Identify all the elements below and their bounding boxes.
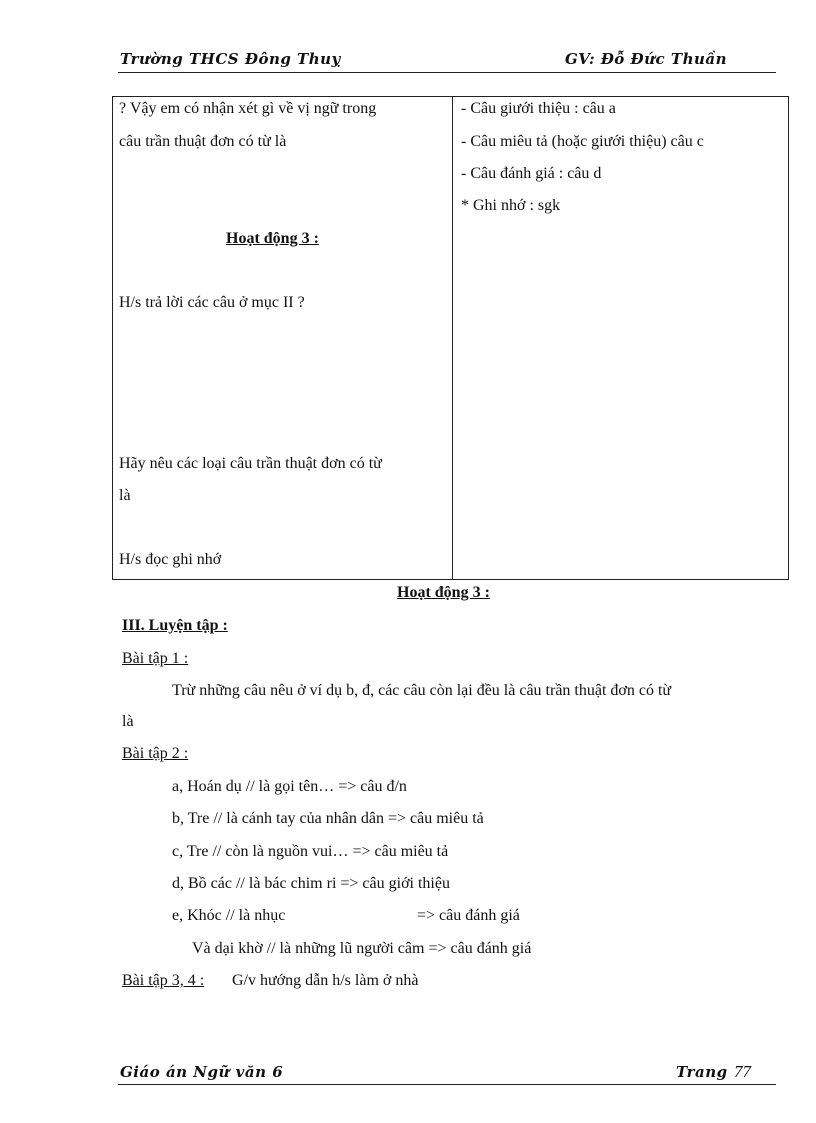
right-line-4: * Ghi nhớ : sgk [461, 197, 561, 214]
exercise-1-line-1: Trừ những câu nêu ở ví dụ b, đ, các câu còn lại đều là câu trần thuật đơn có từ [172, 682, 672, 699]
right-line-2: - Câu miêu tả (hoặc giưới thiệu) câu c [461, 133, 704, 150]
exercise-1-title: Bài tập 1 : [122, 650, 189, 667]
footer-rule [118, 1084, 776, 1085]
answer-prompt: H/s trả lời các câu ở mục II ? [119, 294, 305, 311]
lesson-table [112, 96, 789, 580]
exercise-2-f: Và dại khờ // là những lũ người câm => câu đánh giá [192, 940, 532, 957]
activity-heading: Hoạt động 3 : [397, 584, 490, 601]
footer-subject: Giáo án Ngữ văn 6 [120, 1063, 284, 1081]
exercise-2-c: c, Tre // còn là nguồn vui… => câu miêu tả [172, 843, 449, 860]
right-line-3: - Câu đánh giá : câu d [461, 165, 602, 182]
header-rule [118, 72, 776, 73]
header-teacher: GV: Đỗ Đức Thuần [565, 50, 728, 68]
exercise-2-d: d, Bồ các // là bác chim ri => câu giới thiệu [172, 875, 450, 892]
header-school: Trường THCS Đông Thuỵ [120, 50, 341, 68]
exercise-34-text: G/v hướng dẫn h/s làm ở nhà [232, 972, 419, 989]
right-line-1: - Câu giưới thiệu : câu a [461, 100, 616, 117]
types-question-line-1: Hãy nêu các loại câu trần thuật đơn có từ [119, 455, 382, 472]
section-title: III. Luyện tập : [122, 617, 228, 634]
read-note: H/s đọc ghi nhớ [119, 551, 222, 568]
exercise-2-e-right: => câu đánh giá [417, 907, 520, 924]
exercise-34-title: Bài tập 3, 4 : [122, 972, 205, 989]
exercise-2-b: b, Tre // là cánh tay của nhân dân => câu miêu tả [172, 810, 484, 827]
question-line-2: câu trần thuật đơn có từ là [119, 133, 287, 150]
footer-page-label: Trang [676, 1063, 728, 1081]
exercise-2-a: a, Hoán dụ // là gọi tên… => câu đ/n [172, 778, 407, 795]
exercise-2-title: Bài tập 2 : [122, 745, 189, 762]
types-question-line-2: là [119, 487, 131, 504]
exercise-1-line-2: là [122, 713, 134, 730]
table-column-divider [452, 97, 453, 579]
exercise-2-e-left: e, Khóc // là nhục [172, 907, 286, 924]
footer-page-number: 77 [734, 1062, 751, 1081]
table-activity-heading: Hoạt động 3 : [226, 230, 319, 247]
question-line-1: ? Vậy em có nhận xét gì về vị ngữ trong [119, 100, 377, 117]
